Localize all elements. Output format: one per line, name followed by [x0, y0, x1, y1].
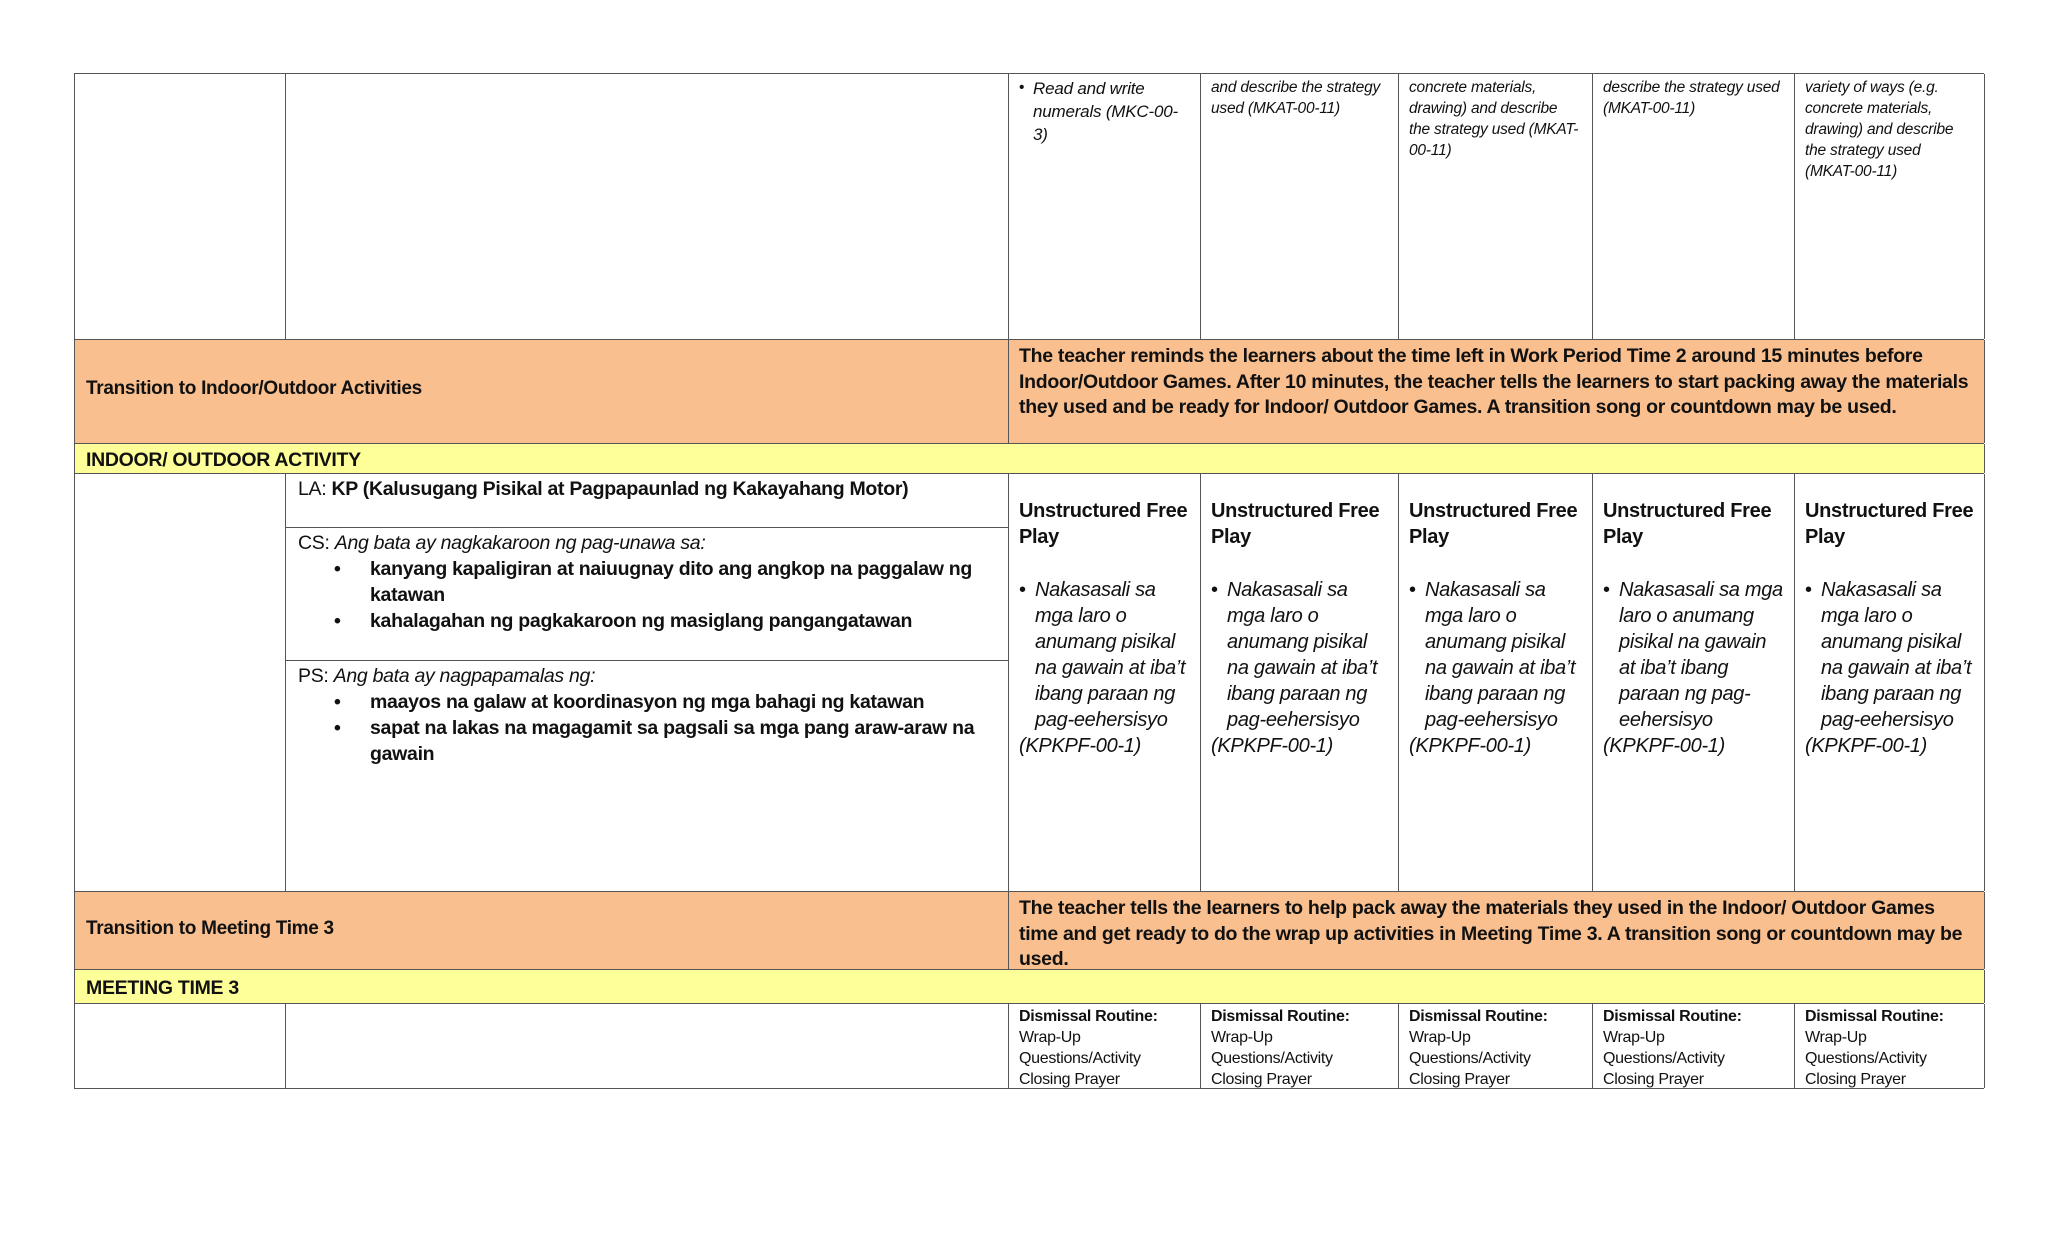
- section-title: INDOOR/ OUTDOOR ACTIVITY: [75, 444, 1985, 473]
- content-standards: CS: Ang bata ay nagkakaroon ng pag-unawa sa: • kanyang kapaligiran at naiuugnay dito ang angkop na paggalaw ng katawan • kahalagahan ng pagkakaroon ng masiglang pangangatawan: [286, 528, 1008, 661]
- list-item: • kanyang kapaligiran at naiuugnay dito ang angkop na paggalaw ng katawan: [370, 556, 996, 608]
- empty-cell: [286, 1004, 1009, 1088]
- section-header-row: [74, 969, 1984, 1003]
- day-cell: concrete materials, drawing) and describe the strategy used (MKAT-00-11): [1399, 74, 1593, 339]
- performance-standards-list: [298, 689, 996, 767]
- empty-cell: [286, 74, 1009, 339]
- performance-standards: PS: Ang bata ay nagpapamalas ng: • maayos na galaw at koordinasyon ng mga bahagi ng katawan • sapat na lakas na magagamit sa pagsali sa mga pang araw-araw na gawain: [286, 661, 1008, 891]
- transition-label: Transition to Meeting Time 3: [86, 918, 334, 939]
- list-item: • maayos na galaw at koordinasyon ng mga bahagi ng katawan: [370, 689, 996, 715]
- day-cell: • Read and write numerals (MKC-00-3): [1009, 74, 1201, 339]
- day-cell: Dismissal Routine: Wrap-Up Questions/Activity Closing Prayer: [1399, 1004, 1593, 1088]
- empty-cell: [75, 1004, 286, 1088]
- day-cell: Unstructured Free Play • Nakasasali sa mga laro o anumang pisikal na gawain at iba’t ibang paraan ng pag-eehersisyo (KPKPF-00-1): [1201, 474, 1399, 891]
- learning-area: LA: KP (Kalusugang Pisikal at Pagpapaunlad ng Kakayahang Motor): [286, 474, 1008, 528]
- day-cell: variety of ways (e.g. concrete materials, drawing) and describe the strategy used (MKAT-00-11): [1795, 74, 1985, 339]
- content-standards-list: [298, 556, 996, 634]
- section-header-row: [74, 443, 1984, 473]
- transition-label-cell: [75, 892, 1009, 969]
- transition-text: The teacher reminds the learners about the time left in Work Period Time 2 around 15 minutes before Indoor/Outdoor Games. After 10 minutes, the teacher tells the learners to start packing away the materials they used and be ready for Indoor/ Outdoor Games. A transition song or countdown may be used.: [1009, 340, 1985, 443]
- day-cell: and describe the strategy used (MKAT-00-11): [1201, 74, 1399, 339]
- transition-label: Transition to Indoor/Outdoor Activities: [86, 378, 422, 399]
- objectives-cell: [286, 474, 1009, 891]
- transition-row: [74, 339, 1984, 443]
- day-cell: Unstructured Free Play • Nakasasali sa mga laro o anumang pisikal na gawain at iba’t ibang paraan ng pag-eehersisyo (KPKPF-00-1): [1399, 474, 1593, 891]
- section-title: MEETING TIME 3: [75, 970, 1985, 1003]
- day-cell: Unstructured Free Play • Nakasasali sa mga laro o anumang pisikal na gawain at iba’t ibang paraan ng pag-eehersisyo (KPKPF-00-1): [1593, 474, 1795, 891]
- empty-cell: [75, 74, 286, 339]
- day-cell: describe the strategy used (MKAT-00-11): [1593, 74, 1795, 339]
- table-row: [74, 1003, 1984, 1089]
- list-item: • sapat na lakas na magagamit sa pagsali sa mga pang araw-araw na gawain: [370, 715, 996, 767]
- transition-label-cell: [75, 340, 1009, 443]
- day-cell: Dismissal Routine: Wrap-Up Questions/Activity Closing Prayer: [1593, 1004, 1795, 1088]
- empty-cell: [75, 474, 286, 891]
- day-cell: Unstructured Free Play • Nakasasali sa mga laro o anumang pisikal na gawain at iba’t ibang paraan ng pag-eehersisyo (KPKPF-00-1): [1009, 474, 1201, 891]
- day-cell: Dismissal Routine: Wrap-Up Questions/Activity Closing Prayer: [1201, 1004, 1399, 1088]
- table-row: [74, 73, 1984, 339]
- day-cell: Unstructured Free Play • Nakasasali sa mga laro o anumang pisikal na gawain at iba’t ibang paraan ng pag-eehersisyo (KPKPF-00-1): [1795, 474, 1985, 891]
- transition-text: The teacher tells the learners to help pack away the materials they used in the Indoor/ Outdoor Games time and get ready to do the wrap up activities in Meeting Time 3. A transition song or countdown may be used.: [1009, 892, 1985, 969]
- list-item: • kahalagahan ng pagkakaroon ng masiglang pangangatawan: [370, 608, 996, 634]
- transition-row: [74, 891, 1984, 969]
- day-cell: Dismissal Routine: Wrap-Up Questions/Activity Closing Prayer: [1009, 1004, 1201, 1088]
- table-row: [74, 473, 1984, 891]
- day-cell: Dismissal Routine: Wrap-Up Questions/Activity Closing Prayer: [1795, 1004, 1985, 1088]
